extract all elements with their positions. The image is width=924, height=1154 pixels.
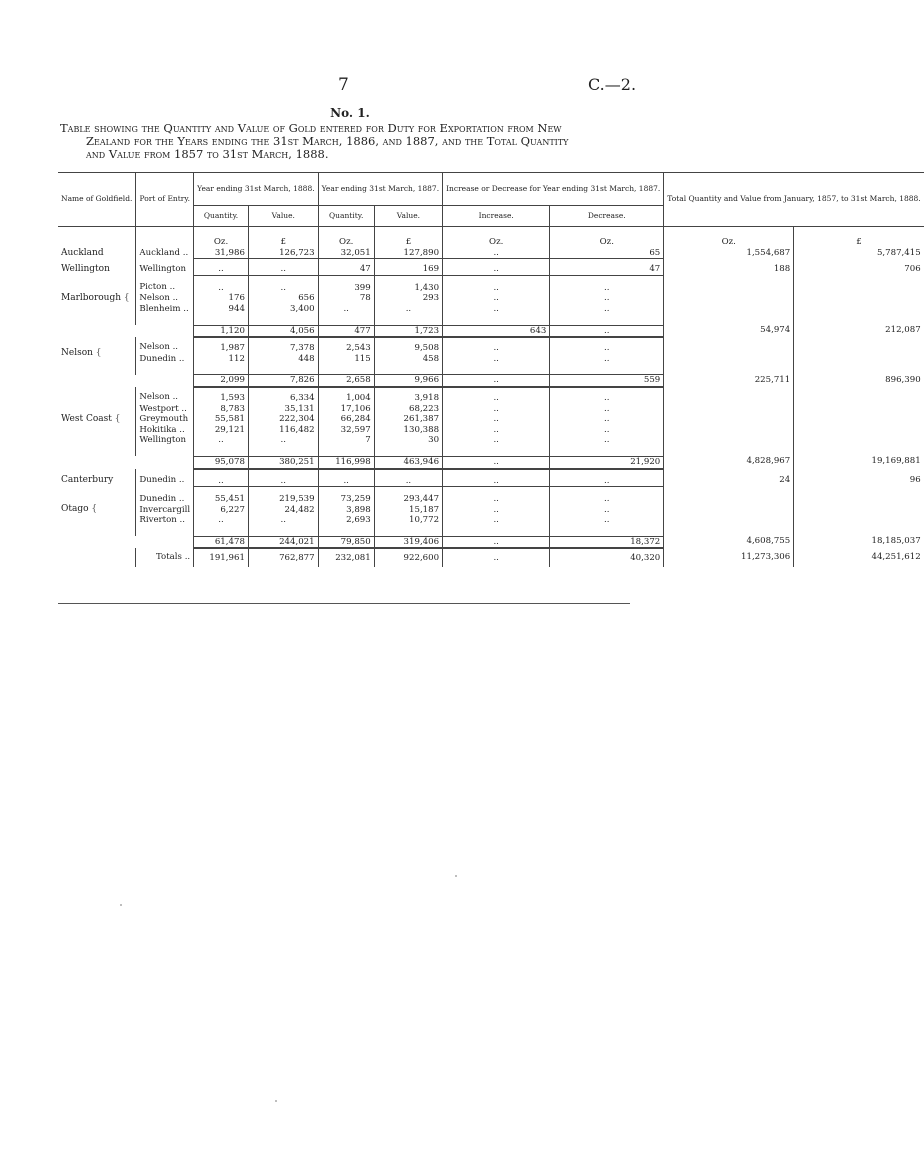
decrease: 47 [550,259,664,276]
value-1887: .. [374,304,442,315]
value-1887: 293,447 [374,487,442,505]
quantity-1888: 55,581 [194,414,249,425]
total-value: 19,169,881 [871,456,921,467]
port-name: Blenheim .. [136,304,194,315]
port-name: Hokitika .. [136,425,194,436]
goldfield-name: West Coast { [58,387,136,446]
decrease: .. [550,435,664,446]
col-goldfield: Name of Goldfield. [58,173,136,227]
port-name: Greymouth [136,414,194,425]
quantity-1888: 176 [194,293,249,304]
port-name: Invercargill [136,505,194,516]
speck [455,875,457,877]
col-year-1887: Year ending 31st March, 1887. [318,173,442,206]
table-number: No. 1. [330,106,370,120]
value-1887: 30 [374,435,442,446]
subtotal-row [58,375,924,387]
totals-increase: .. [443,548,550,567]
quantity-1887: 32,597 [318,425,374,436]
value-1888: 7,378 [248,337,318,354]
quantity-1887: 32,051 [318,248,374,259]
total-value: 706 [904,263,921,274]
table-row [58,469,924,487]
quantity-1888: 8,783 [194,404,249,415]
header-row-1 [58,173,924,206]
total-value: 896,390 [885,374,921,385]
value-1888: 126,723 [248,248,318,259]
brace-icon: { [114,413,121,424]
quantity-1888: 31,986 [194,248,249,259]
subtotal-value-1887: 9,966 [374,375,442,387]
subtotal-decrease: 18,372 [550,536,664,548]
increase: .. [443,337,550,354]
quantity-1888: 29,121 [194,425,249,436]
quantity-1887: 1,004 [318,387,374,404]
value-1887: 130,388 [374,425,442,436]
subtotal-increase: 643 [443,325,550,337]
table-row [58,505,924,516]
unit-oz: Oz. [194,237,249,248]
quantity-1888: .. [194,259,249,276]
port-name: Wellington [136,259,194,276]
goldfield-name: Marlborough { [58,275,136,314]
port-name: Nelson .. [136,293,194,304]
increase: .. [443,487,550,505]
value-1888: 3,400 [248,304,318,315]
total-quantity: 24 [664,469,794,487]
value-1888: 222,304 [248,414,318,425]
col-value-1888: Value. [248,206,318,227]
subtotal-row [58,536,924,548]
port-name: Dunedin .. [136,469,194,487]
increase: .. [443,304,550,315]
value-1887: 68,223 [374,404,442,415]
totals-quantity-1888: 191,961 [194,548,249,567]
totals-total-value: 44,251,612 [871,552,921,563]
value-1887: 293 [374,293,442,304]
table-title [60,122,638,161]
quantity-1887: 7 [318,435,374,446]
value-1888: .. [248,515,318,526]
total-quantity: 225,711 [664,375,794,387]
brace-icon: { [91,504,98,515]
table-row [58,425,924,436]
subtotal-value-1888: 380,251 [248,456,318,468]
totals-value-1887: 922,600 [374,548,442,567]
decrease: .. [550,304,664,315]
brace-icon: { [95,347,102,358]
total-quantity: 54,974 [664,325,794,337]
unit-pound: £ [248,237,318,248]
increase: .. [443,435,550,446]
value-1888: 656 [248,293,318,304]
table-row [58,293,924,304]
quantity-1888: 944 [194,304,249,315]
increase: .. [443,515,550,526]
port-name: Dunedin .. [136,487,194,505]
title-line-3: and Value from 1857 to 31st March, 1888. [86,147,329,161]
subtotal-increase: .. [443,375,550,387]
quantity-1888: .. [194,275,249,293]
decrease: .. [550,515,664,526]
table-row [58,404,924,415]
decrease: .. [550,469,664,487]
gold-export-table [58,172,924,567]
decrease: .. [550,354,664,365]
subtotal-value-1888: 244,021 [248,536,318,548]
title-line-1: Table showing the Quantity and Value of Gold entered for Duty for Exportation from New [60,121,562,135]
col-total: Total Quantity and Value from January, 1857, to 31st March, 1888. [664,173,924,227]
decrease: .. [550,275,664,293]
col-quantity-1887: Quantity. [318,206,374,227]
totals-total-quantity: 11,273,306 [664,548,794,567]
table-row [58,387,924,404]
decrease: .. [550,505,664,516]
subtotal-quantity-1888: 2,099 [194,375,249,387]
totals-label: Totals .. [136,548,194,567]
subtotal-quantity-1887: 2,658 [318,375,374,387]
increase: .. [443,259,550,276]
increase: .. [443,425,550,436]
value-1887: 261,387 [374,414,442,425]
totals-decrease: 40,320 [550,548,664,567]
unit-oz: Oz. [318,237,374,248]
value-1888: 219,539 [248,487,318,505]
quantity-1888: 112 [194,354,249,365]
subtotal-value-1887: 319,406 [374,536,442,548]
quantity-1888: .. [194,435,249,446]
increase: .. [443,354,550,365]
value-1887: .. [374,469,442,487]
value-1888: .. [248,469,318,487]
col-decrease: Decrease. [550,206,664,227]
subtotal-value-1887: 1,723 [374,325,442,337]
decrease: .. [550,387,664,404]
decrease: .. [550,404,664,415]
subtotal-value-1888: 7,826 [248,375,318,387]
decrease: .. [550,487,664,505]
speck [120,904,122,906]
table-row [58,304,924,315]
quantity-1887: 78 [318,293,374,304]
value-1887: 10,772 [374,515,442,526]
quantity-1888: 6,227 [194,505,249,516]
unit-oz: Oz. [443,237,550,248]
increase: .. [443,275,550,293]
increase: .. [443,248,550,259]
port-name: Nelson .. [136,337,194,354]
table-row [58,414,924,425]
quantity-1888: 55,451 [194,487,249,505]
totals-row [58,548,924,567]
quantity-1887: 17,106 [318,404,374,415]
table-row [58,337,924,354]
total-value: 18,185,037 [871,536,921,547]
subtotal-quantity-1887: 477 [318,325,374,337]
quantity-1887: 66,284 [318,414,374,425]
increase: .. [443,414,550,425]
value-1887: 1,430 [374,275,442,293]
subtotal-decrease: 21,920 [550,456,664,468]
goldfield-name: Nelson { [58,337,136,364]
subtotal-value-1887: 463,946 [374,456,442,468]
value-1887: 169 [374,259,442,276]
unit-oz: Oz. [664,237,794,248]
port-name: Nelson .. [136,387,194,404]
brace-icon: { [123,293,130,304]
table-row [58,259,924,276]
value-1887: 127,890 [374,248,442,259]
value-1887: 15,187 [374,505,442,516]
decrease: .. [550,293,664,304]
goldfield-name: Canterbury [58,469,136,487]
total-quantity: 1,554,687 [664,248,794,259]
value-1888: 6,334 [248,387,318,404]
col-port: Port of Entry. [136,173,194,227]
subtotal-quantity-1887: 79,850 [318,536,374,548]
quantity-1887: 3,898 [318,505,374,516]
increase: .. [443,469,550,487]
goldfield-name: Wellington [58,259,136,276]
total-quantity: 188 [664,259,794,276]
unit-pound: £ [374,237,442,248]
title-line-2: Zealand for the Years ending the 31st March, 1886, and 1887, and the Total Quantity [86,134,569,148]
subtotal-quantity-1888: 1,120 [194,325,249,337]
total-value: 96 [909,474,921,485]
quantity-1887: 2,693 [318,515,374,526]
totals-quantity-1887: 232,081 [318,548,374,567]
subtotal-value-1888: 4,056 [248,325,318,337]
increase: .. [443,505,550,516]
col-increase-decrease: Increase or Decrease for Year ending 31st March, 1887. [443,173,664,206]
total-value: 212,087 [885,325,921,336]
quantity-1888: .. [194,515,249,526]
port-name: Westport .. [136,404,194,415]
units-row [58,237,924,248]
goldfield-name: Auckland [58,248,136,259]
subtotal-quantity-1887: 116,998 [318,456,374,468]
subtotal-row [58,456,924,468]
quantity-1887: 2,543 [318,337,374,354]
table-row [58,487,924,505]
unit-pound: £ [856,237,862,247]
subtotal-quantity-1888: 61,478 [194,536,249,548]
increase: .. [443,293,550,304]
port-name: Wellington [136,435,194,446]
value-1888: 24,482 [248,505,318,516]
value-1888: 35,131 [248,404,318,415]
value-1888: .. [248,275,318,293]
port-name: Picton .. [136,275,194,293]
quantity-1887: 115 [318,354,374,365]
quantity-1887: 399 [318,275,374,293]
value-1888: .. [248,435,318,446]
table-row [58,354,924,365]
quantity-1887: 47 [318,259,374,276]
table-end-rule [58,603,630,604]
quantity-1888: 1,987 [194,337,249,354]
decrease: .. [550,414,664,425]
value-1888: 448 [248,354,318,365]
decrease: .. [550,337,664,354]
quantity-1887: .. [318,469,374,487]
table-row [58,515,924,526]
table-row [58,435,924,446]
col-value-1887: Value. [374,206,442,227]
decrease: 65 [550,248,664,259]
value-1887: 9,508 [374,337,442,354]
total-value: 5,787,415 [876,247,921,258]
port-name: Auckland .. [136,248,194,259]
total-quantity: 4,608,755 [664,536,794,548]
subtotal-decrease: .. [550,325,664,337]
document-reference: C.—2. [588,75,637,94]
quantity-1888: 1,593 [194,387,249,404]
total-quantity: 4,828,967 [664,456,794,468]
increase: .. [443,387,550,404]
decrease: .. [550,425,664,436]
port-name: Dunedin .. [136,354,194,365]
quantity-1887: 73,259 [318,487,374,505]
subtotal-increase: .. [443,456,550,468]
table-row [58,248,924,259]
col-quantity-1888: Quantity. [194,206,249,227]
subtotal-decrease: 559 [550,375,664,387]
goldfield-name: Otago { [58,487,136,526]
subtotal-increase: .. [443,536,550,548]
quantity-1888: .. [194,469,249,487]
page-number: 7 [338,75,349,95]
value-1887: 3,918 [374,387,442,404]
quantity-1887: .. [318,304,374,315]
value-1887: 458 [374,354,442,365]
port-name: Riverton .. [136,515,194,526]
col-year-1888: Year ending 31st March, 1888. [194,173,318,206]
totals-value-1888: 762,877 [248,548,318,567]
table-row [58,275,924,293]
speck [275,1100,277,1102]
col-increase: Increase. [443,206,550,227]
subtotal-row [58,325,924,337]
value-1888: 116,482 [248,425,318,436]
increase: .. [443,404,550,415]
subtotal-quantity-1888: 95,078 [194,456,249,468]
value-1888: .. [248,259,318,276]
unit-oz: Oz. [550,237,664,248]
